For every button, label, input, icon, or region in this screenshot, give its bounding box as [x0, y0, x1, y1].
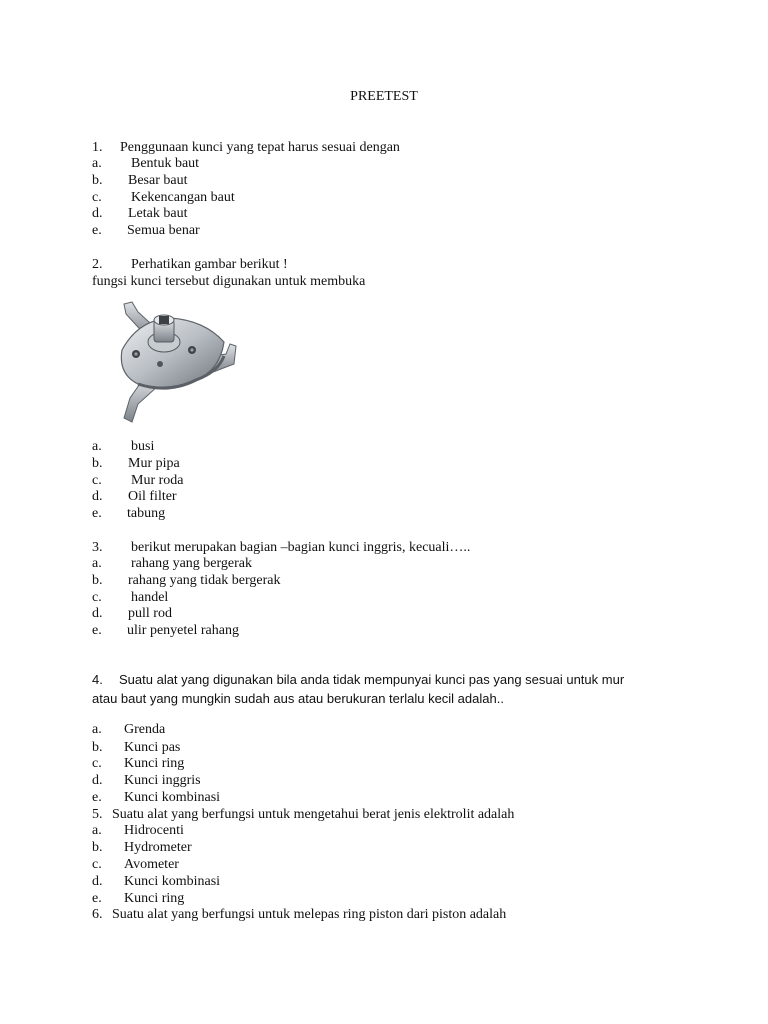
option-letter: b. — [92, 573, 103, 588]
option-text: pull rod — [128, 606, 172, 621]
option-text: rahang yang bergerak — [131, 556, 253, 571]
question-number: 1. — [92, 140, 103, 155]
option-letter: c. — [92, 857, 102, 872]
option-text: Kunci inggris — [124, 773, 201, 788]
option-letter: a. — [92, 439, 102, 454]
option-text: Besar baut — [128, 173, 188, 188]
option-letter: a. — [92, 156, 102, 171]
option-letter: a. — [92, 823, 102, 838]
question-number: 2. — [92, 257, 103, 272]
question-text: Suatu alat yang berfungsi untuk melepas ring piston dari piston adalah — [112, 907, 507, 922]
option-letter: d. — [92, 874, 103, 889]
option-text: Oil filter — [128, 489, 177, 504]
option-letter: b. — [92, 456, 103, 471]
option-text: Mur pipa — [128, 456, 180, 471]
option-text: Letak baut — [128, 206, 188, 221]
question-text: Perhatikan gambar berikut ! — [131, 257, 288, 272]
option-text: ulir penyetel rahang — [127, 623, 239, 638]
option-letter: b. — [92, 173, 103, 188]
option-letter: c. — [92, 190, 102, 205]
option-letter: e. — [92, 790, 102, 805]
oil-filter-wrench-icon — [108, 298, 254, 426]
option-letter: e. — [92, 506, 102, 521]
question-number: 5. — [92, 807, 103, 822]
option-text: handel — [131, 590, 169, 605]
option-text: Kunci kombinasi — [124, 874, 221, 889]
page-title: PREETEST — [350, 89, 418, 104]
option-text: Grenda — [124, 722, 166, 737]
option-letter: c. — [92, 756, 102, 771]
question-number: 4. — [92, 672, 103, 687]
option-letter: b. — [92, 840, 103, 855]
option-letter: b. — [92, 740, 103, 755]
option-text: Hydrometer — [124, 840, 192, 855]
question-number: 6. — [92, 907, 103, 922]
option-text: Kunci pas — [124, 740, 181, 755]
question-text-line-2: atau baut yang mungkin sudah aus atau berukuran terlalu kecil adalah.. — [92, 691, 504, 706]
question-text-line-2: fungsi kunci tersebut digunakan untuk membuka — [92, 274, 366, 289]
option-text: Kunci ring — [124, 891, 185, 906]
option-letter: c. — [92, 473, 102, 488]
option-letter: e. — [92, 891, 102, 906]
question-text: Suatu alat yang digunakan bila anda tidak mempunyai kunci pas yang sesuai untuk mur — [119, 672, 625, 687]
option-letter: a. — [92, 722, 102, 737]
option-text: Kekencangan baut — [131, 190, 235, 205]
question-number: 3. — [92, 540, 103, 555]
option-text: busi — [131, 439, 155, 454]
option-letter: a. — [92, 556, 102, 571]
option-letter: e. — [92, 623, 102, 638]
option-text: Kunci kombinasi — [124, 790, 221, 805]
option-text: Avometer — [124, 857, 179, 872]
option-text: Mur roda — [131, 473, 184, 488]
option-text: Hidrocenti — [124, 823, 184, 838]
option-letter: c. — [92, 590, 102, 605]
question-text: Penggunaan kunci yang tepat harus sesuai dengan — [120, 140, 400, 155]
option-letter: d. — [92, 206, 103, 221]
option-letter: d. — [92, 606, 103, 621]
option-text: rahang yang tidak bergerak — [128, 573, 281, 588]
option-letter: e. — [92, 223, 102, 238]
option-letter: d. — [92, 773, 103, 788]
option-text: Semua benar — [127, 223, 200, 238]
option-text: Bentuk baut — [131, 156, 200, 171]
option-text: tabung — [127, 506, 166, 521]
question-text: berikut merupakan bagian –bagian kunci inggris, kecuali….. — [131, 540, 471, 555]
option-text: Kunci ring — [124, 756, 185, 771]
question-text: Suatu alat yang berfungsi untuk mengetahui berat jenis elektrolit adalah — [112, 807, 515, 822]
option-letter: d. — [92, 489, 103, 504]
